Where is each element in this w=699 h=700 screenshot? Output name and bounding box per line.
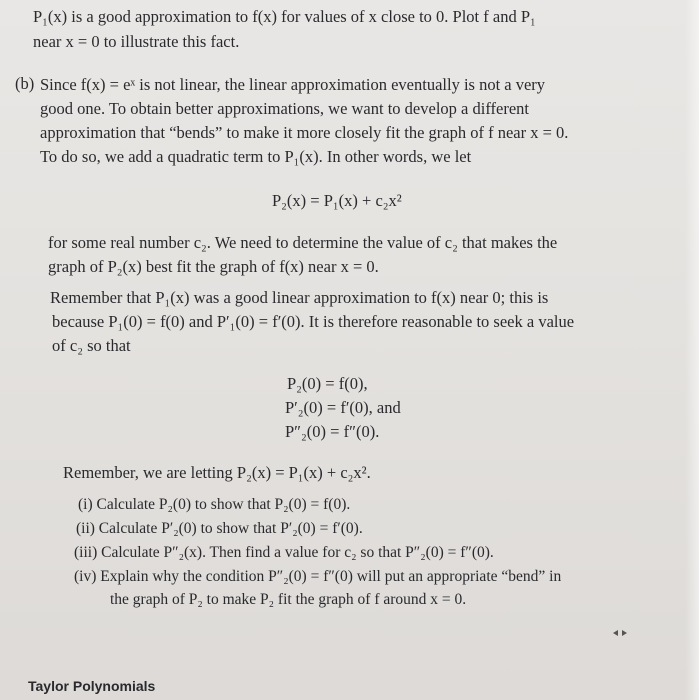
part-b-line: Since f(x) = eˣ is not linear, the linear approximation eventually is not a very: [40, 75, 546, 94]
exercise-item: (iv) Explain why the condition P″₂(0) = f″(0) will put an appropriate “bend” in: [74, 568, 562, 585]
paragraph-line: of c₂ so that: [52, 336, 131, 355]
intro-line-1: P₁(x) is a good approximation to f(x) for values of x close to 0. Plot f and P₁: [33, 7, 536, 26]
part-b-line: approximation that “bends” to make it more closely fit the graph of f near x = 0.: [40, 123, 569, 142]
page-mark-icon: [612, 626, 628, 641]
paragraph-line: Remember that P₁(x) was a good linear approximation to f(x) near 0; this is: [50, 288, 549, 307]
exercise-item-continued: the graph of P₂ to make P₂ fit the graph of f around x = 0.: [110, 591, 467, 608]
paragraph-line: graph of P₂(x) best fit the graph of f(x) near x = 0.: [48, 257, 379, 276]
part-b-label: (b): [15, 74, 35, 93]
page-edge: [685, 0, 699, 700]
reminder-line: Remember, we are letting P₂(x) = P₁(x) + c₂x².: [63, 463, 371, 482]
exercise-item: (i) Calculate P₂(0) to show that P₂(0) = f(0).: [78, 496, 351, 513]
intro-line-2: near x = 0 to illustrate this fact.: [33, 32, 240, 51]
part-b-line: good one. To obtain better approximations, we want to develop a different: [40, 99, 529, 118]
part-b-line: To do so, we add a quadratic term to P₁(x). In other words, we let: [40, 147, 472, 166]
section-footer: Taylor Polynomials: [28, 678, 156, 694]
condition-line: P″₂(0) = f″(0).: [285, 422, 380, 441]
quadratic-equation: P₂(x) = P₁(x) + c₂x²: [272, 191, 402, 210]
paragraph-line: because P₁(0) = f(0) and P′₁(0) = f′(0). It is therefore reasonable to seek a value: [52, 312, 575, 331]
condition-line: P₂(0) = f(0),: [287, 374, 368, 393]
condition-line: P′₂(0) = f′(0), and: [285, 398, 401, 417]
exercise-item: (ii) Calculate P′₂(0) to show that P′₂(0) = f′(0).: [76, 520, 363, 537]
exercise-item: (iii) Calculate P″₂(x). Then find a value for c₂ so that P″₂(0) = f″(0).: [74, 544, 494, 561]
paragraph-line: for some real number c₂. We need to determine the value of c₂ that makes the: [48, 233, 558, 252]
